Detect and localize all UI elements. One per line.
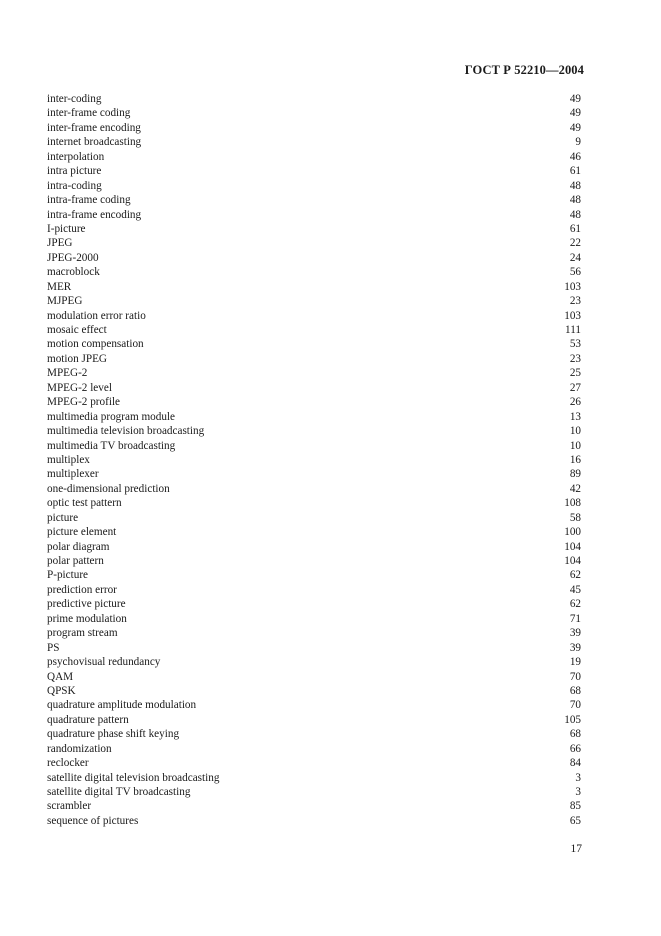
index-entry <box>47 655 581 669</box>
index-term: inter-coding <box>47 93 102 105</box>
index-page-ref: 49 <box>569 93 581 105</box>
index-page-ref: 25 <box>569 367 581 380</box>
page-number: 17 <box>570 843 582 855</box>
index-entry <box>47 92 581 106</box>
index-term: modulation error ratio <box>47 309 146 322</box>
index-term: intra-frame encoding <box>47 208 142 221</box>
index-page-ref: 53 <box>569 338 581 351</box>
index-term: JPEG <box>47 237 73 250</box>
index-page-ref: 39 <box>569 641 581 654</box>
index-entry <box>47 193 581 207</box>
index-entry <box>47 395 581 409</box>
index-term: multiplex <box>47 453 90 466</box>
index-entry <box>47 785 581 799</box>
index-entry <box>47 323 581 337</box>
index-term: inter-frame encoding <box>47 121 141 134</box>
index-term: satellite digital TV broadcasting <box>47 786 191 798</box>
index-page-ref: 104 <box>564 555 581 567</box>
index-term: multimedia TV broadcasting <box>47 439 176 452</box>
index-term: MPEG-2 profile <box>47 396 121 409</box>
index-entry <box>47 208 581 222</box>
index-page-ref: 48 <box>569 208 581 221</box>
index-page-ref: 104 <box>564 540 581 553</box>
index-page-ref: 84 <box>569 757 581 770</box>
index-term: PS <box>47 641 60 654</box>
index-term: intra-coding <box>47 179 102 192</box>
index-page-ref: 103 <box>564 280 581 293</box>
index-term: macroblock <box>47 266 100 279</box>
index-page-ref: 42 <box>569 482 581 495</box>
index-list <box>47 92 581 828</box>
index-entry <box>47 684 581 698</box>
index-term: one-dimensional prediction <box>47 482 170 495</box>
index-term: JPEG-2000 <box>47 251 99 264</box>
index-entry <box>47 135 581 149</box>
index-entry <box>47 670 581 684</box>
index-term: prediction error <box>47 583 117 596</box>
index-entry <box>47 756 581 770</box>
index-entry <box>47 525 581 539</box>
index-page-ref: 85 <box>569 800 581 813</box>
index-entry <box>47 309 581 323</box>
index-entry <box>47 698 581 712</box>
index-page-ref: 100 <box>564 526 581 539</box>
index-entry <box>47 482 581 496</box>
index-page-ref: 70 <box>569 699 581 712</box>
index-term: mosaic effect <box>47 324 107 336</box>
index-term: multiplexer <box>47 468 99 481</box>
index-page-ref: 48 <box>569 179 581 192</box>
index-page-ref: 19 <box>569 656 581 669</box>
index-page-ref: 61 <box>569 165 581 178</box>
index-page-ref: 9 <box>575 136 581 149</box>
index-term: picture <box>47 511 79 524</box>
index-entry <box>47 496 581 510</box>
index-term: satellite digital television broadcasting <box>47 771 220 784</box>
index-page-ref: 22 <box>569 237 581 250</box>
index-term: psychovisual redundancy <box>47 656 161 669</box>
index-entry <box>47 337 581 351</box>
index-page-ref: 66 <box>569 742 581 755</box>
index-entry <box>47 641 581 655</box>
index-entry <box>47 236 581 250</box>
index-term: quadrature pattern <box>47 713 129 726</box>
index-page-ref: 10 <box>569 425 581 438</box>
index-term: multimedia program module <box>47 410 176 423</box>
index-page-ref: 26 <box>569 396 581 409</box>
index-entry <box>47 742 581 756</box>
index-term: program stream <box>47 627 118 640</box>
index-page-ref: 46 <box>569 150 581 163</box>
index-page-ref: 62 <box>569 598 581 611</box>
index-term: MER <box>47 280 72 293</box>
index-term: MPEG-2 level <box>47 381 112 394</box>
index-entry <box>47 294 581 308</box>
index-term: prime modulation <box>47 612 127 625</box>
index-page-ref: 23 <box>569 295 581 308</box>
index-page-ref: 68 <box>569 728 581 741</box>
index-entry <box>47 106 581 120</box>
index-page-ref: 108 <box>564 497 581 510</box>
index-term: motion compensation <box>47 338 144 351</box>
index-page-ref: 23 <box>569 352 581 365</box>
index-page-ref: 10 <box>569 439 581 452</box>
index-entry <box>47 511 581 525</box>
index-entry <box>47 453 581 467</box>
index-term: scrambler <box>47 800 92 813</box>
index-term: intra-frame coding <box>47 194 131 207</box>
index-entry <box>47 164 581 178</box>
index-term: inter-frame coding <box>47 107 131 120</box>
index-page-ref: 45 <box>569 583 581 596</box>
index-page-ref: 3 <box>575 786 581 798</box>
index-page-ref: 56 <box>569 266 581 279</box>
index-term: optic test pattern <box>47 497 122 510</box>
index-entry <box>47 597 581 611</box>
index-entry <box>47 251 581 265</box>
index-entry <box>47 612 581 626</box>
index-entry <box>47 265 581 279</box>
index-page-ref: 3 <box>575 771 581 784</box>
index-term: picture element <box>47 526 117 539</box>
index-entry <box>47 179 581 193</box>
index-term: internet broadcasting <box>47 136 142 149</box>
index-entry <box>47 568 581 582</box>
index-entry <box>47 439 581 453</box>
index-entry <box>47 540 581 554</box>
index-page-ref: 27 <box>569 381 581 394</box>
index-page-ref: 70 <box>569 670 581 683</box>
index-page-ref: 58 <box>569 511 581 524</box>
index-entry <box>47 467 581 481</box>
index-term: QPSK <box>47 684 76 697</box>
index-page-ref: 13 <box>569 410 581 423</box>
index-page-ref: 89 <box>569 468 581 481</box>
index-page-ref: 61 <box>569 222 581 235</box>
index-term: sequence of pictures <box>47 814 139 827</box>
index-term: intra picture <box>47 165 102 178</box>
index-page-ref: 103 <box>564 309 581 322</box>
index-term: polar pattern <box>47 555 104 567</box>
index-page-ref: 16 <box>569 453 581 466</box>
index-page-ref: 49 <box>569 107 581 120</box>
index-entry <box>47 424 581 438</box>
index-entry <box>47 381 581 395</box>
index-page-ref: 105 <box>564 713 581 726</box>
index-entry <box>47 121 581 135</box>
index-page-ref: 39 <box>569 627 581 640</box>
index-page-ref: 49 <box>569 121 581 134</box>
index-entry <box>47 583 581 597</box>
document-header: ГОСТ Р 52210—2004 <box>464 63 584 77</box>
index-page-ref: 71 <box>569 612 581 625</box>
index-page-ref: 68 <box>569 684 581 697</box>
index-term: MJPEG <box>47 295 83 308</box>
index-entry <box>47 771 581 785</box>
index-term: QAM <box>47 670 74 683</box>
index-entry <box>47 799 581 813</box>
index-entry <box>47 814 581 828</box>
index-term: I-picture <box>47 222 86 235</box>
index-entry <box>47 366 581 380</box>
index-term: multimedia television broadcasting <box>47 425 205 438</box>
index-term: quadrature phase shift keying <box>47 728 180 741</box>
index-page-ref: 111 <box>565 324 581 336</box>
index-term: interpolation <box>47 150 105 163</box>
index-page-ref: 24 <box>569 251 581 264</box>
index-term: reclocker <box>47 757 89 770</box>
index-term: polar diagram <box>47 540 110 553</box>
index-term: quadrature amplitude modulation <box>47 699 197 712</box>
index-term: MPEG-2 <box>47 367 88 380</box>
index-page-ref: 62 <box>569 569 581 582</box>
index-entry <box>47 554 581 568</box>
index-term: motion JPEG <box>47 352 107 365</box>
index-entry <box>47 150 581 164</box>
index-entry <box>47 410 581 424</box>
index-term: randomization <box>47 742 112 755</box>
index-term: predictive picture <box>47 598 126 611</box>
index-entry <box>47 222 581 236</box>
index-entry <box>47 713 581 727</box>
index-page-ref: 48 <box>569 194 581 207</box>
index-entry <box>47 727 581 741</box>
index-entry <box>47 352 581 366</box>
index-term: P-picture <box>47 569 89 582</box>
index-entry <box>47 626 581 640</box>
index-entry <box>47 280 581 294</box>
index-page-ref: 65 <box>569 814 581 827</box>
